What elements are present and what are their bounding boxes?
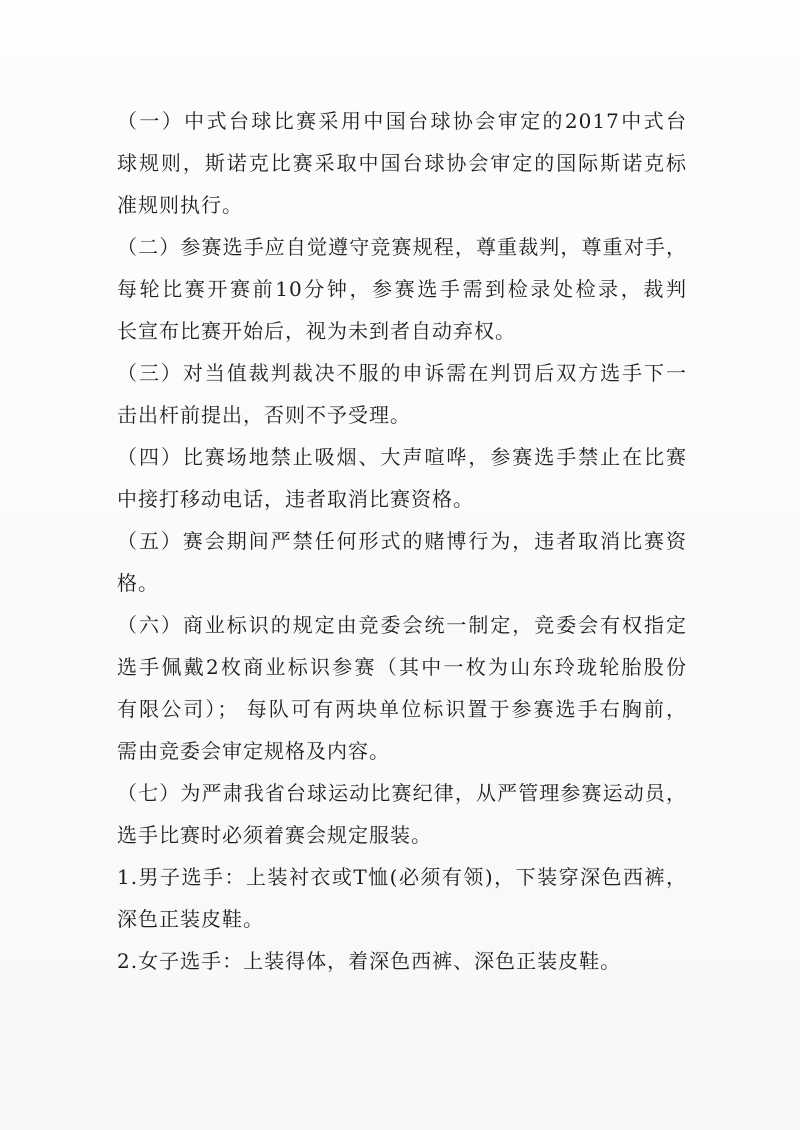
paragraph-line: 准规则执行。	[117, 193, 243, 217]
paragraph-line: （四）比赛场地禁止吸烟、大声喧哗，参赛选手禁止在比赛	[117, 445, 687, 469]
paragraph-line: 选手比赛时必须着赛会规定服装。	[117, 823, 432, 847]
paragraph-line: （二）参赛选手应自觉遵守竞赛规程，尊重裁判，尊重对手，	[117, 235, 687, 259]
paragraph-line: （三）对当值裁判裁决不服的申诉需在判罚后双方选手下一	[117, 361, 687, 385]
paragraph-7	[117, 772, 687, 856]
paragraph-line: （六）商业标识的规定由竞委会统一制定，竞委会有权指定	[117, 613, 687, 637]
paragraph-line: 选手佩戴2枚商业标识参赛（其中一枚为山东玲珑轮胎股份	[117, 655, 687, 679]
paragraph-line: 需由竞委会审定规格及内容。	[117, 739, 390, 763]
paragraph-line: 每轮比赛开赛前10分钟，参赛选手需到检录处检录，裁判	[117, 277, 687, 301]
paragraph-line: 2.女子选手：上装得体，着深色西裤、深色正装皮鞋。	[117, 949, 622, 973]
paragraph-line: 中接打移动电话，违者取消比赛资格。	[117, 487, 474, 511]
paragraph-1	[117, 100, 687, 226]
paragraph-6	[117, 604, 687, 772]
paragraph-line: 深色正装皮鞋。	[117, 907, 264, 931]
paragraph-line: 长宣布比赛开始后，视为未到者自动弃权。	[117, 319, 516, 343]
paragraph-2	[117, 226, 687, 352]
paragraph-line: 有限公司）； 每队可有两块单位标识置于参赛选手右胸前，	[117, 697, 687, 721]
paragraph-line: （五）赛会期间严禁任何形式的赌博行为，违者取消比赛资	[117, 529, 687, 553]
paragraph-line: 格。	[117, 571, 159, 595]
paragraph-line: （一）中式台球比赛采用中国台球协会审定的2017中式台	[117, 109, 687, 133]
paragraph-line: 击出杆前提出，否则不予受理。	[117, 403, 411, 427]
document-body	[117, 100, 687, 982]
paragraph-5	[117, 520, 687, 604]
paragraph-4	[117, 436, 687, 520]
paragraph-8	[117, 856, 687, 940]
paragraph-line: 1.男子选手：上装衬衣或T恤(必须有领)，下装穿深色西裤，	[117, 865, 687, 889]
paragraph-3	[117, 352, 687, 436]
paragraph-line: （七）为严肃我省台球运动比赛纪律，从严管理参赛运动员，	[117, 781, 687, 805]
paragraph-9	[117, 940, 687, 982]
paragraph-line: 球规则，斯诺克比赛采取中国台球协会审定的国际斯诺克标	[117, 151, 687, 175]
